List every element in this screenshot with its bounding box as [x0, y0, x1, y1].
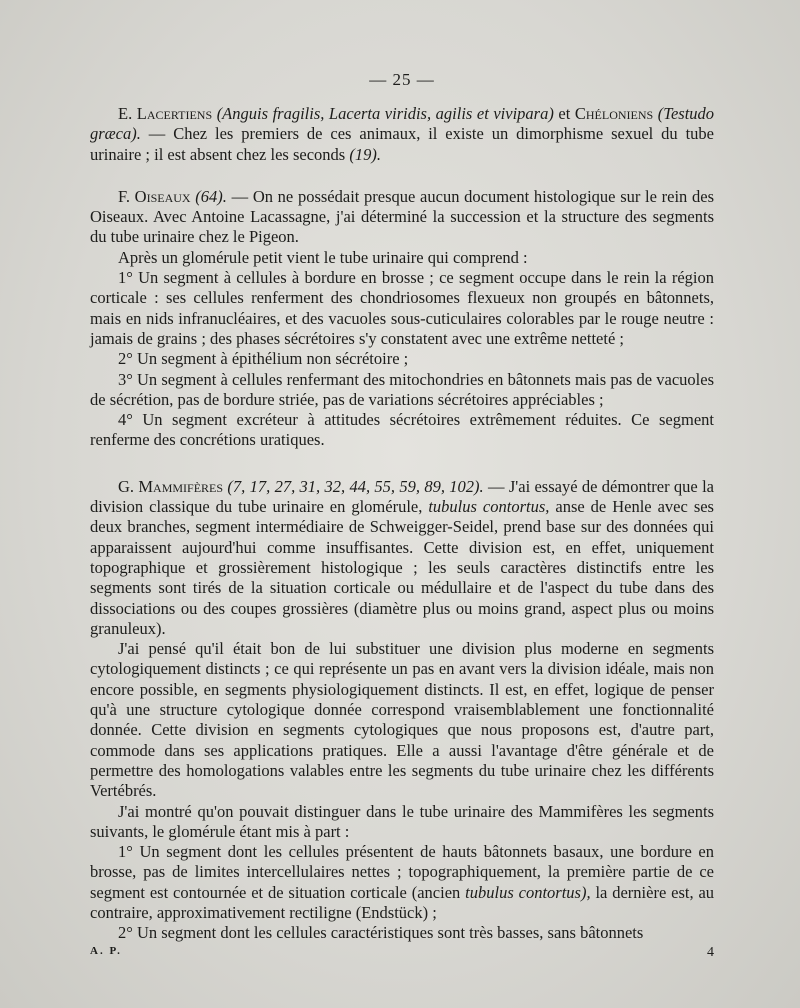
section-heading-cheloniens: Chéloniens [574, 104, 654, 123]
paragraph-lacertiens [90, 104, 714, 165]
paragraph-text: anse de Henle avec ses deux branches, segment intermédiaire de Schweigger-Seidel, prend base sur des données qui apparaissent aujourd'hui comme insuffisantes. Cette division est, en effet, uniquement topographique et grossièrement histologique ; les seuls caractères distinctifs entre les segments sont tirés de la situation corticale ou médullaire et de l'aspect du tube dans des dissociations ou des coupes grossières (diamètre plus ou moins grand, aspect plus ou moins granuleux). [90, 497, 714, 638]
page-number: — 25 — [369, 70, 435, 89]
list-item-g-1 [90, 842, 714, 923]
conjunction: et [558, 104, 571, 123]
paragraph-mammiferes [90, 477, 714, 639]
paragraph-g-3: J'ai montré qu'on pouvait distinguer dans le tube urinaire des Mammifères les segments suivants, le glomérule étant mis à part : [90, 801, 714, 841]
list-item-f-1: 1° Un segment à cellules à bordure en brosse ; ce segment occupe dans le rein la région corticale : ses cellules renferment des chondriosomes flexueux non groupés en bâtonnets, mais en nids infranucléaires, et des vacuoles sous-cuticulaires colorables par le rouge neutre : jamais de grains ; des phases sécrétoires s'y constatent avec une extrême netteté ; [90, 268, 714, 348]
list-item-f-3: 3° Un segment à cellules renfermant des mitochondries en bâtonnets mais pas de vacuoles de sécrétion, pas de bordure striée, pas de variations sécrétoires appréciables ; [90, 369, 714, 409]
section-heading-g: G. Mammifères [118, 476, 224, 496]
list-item-f-4: 4° Un segment excréteur à attitudes sécrétoires extrêmement réduites. Ce segment renferme des concrétions uratiques. [90, 410, 714, 450]
signature-number: 4 [707, 945, 714, 960]
paragraph-text: la dernière est, au contraire, approximativement rectiligne (Endstück) ; [90, 882, 715, 922]
reference: (19). [349, 144, 381, 164]
paragraph-oiseaux [90, 187, 714, 248]
paragraph-f-intro: Après un glomérule petit vient le tube urinaire qui comprend : [118, 247, 528, 267]
paragraph-text: — Chez les premiers de ces animaux, il existe un dimorphisme sexuel du tube urinaire ; il est absent chez les seconds [90, 124, 714, 164]
paragraph-text: 1° Un segment dont les cellules présentent de hauts bâtonnets basaux, une bordure en brosse, pas de limites intercellulaires nettes ; topographiquement, la première partie de ce segment est contournée et de situation corticale (ancien [90, 842, 714, 902]
list-item-g-2: 2° Un segment dont les cellules caractéristiques sont très basses, sans bâtonnets [118, 923, 644, 943]
taxa-cheloniens: (Testudo græca). [90, 104, 715, 144]
page-footer [90, 945, 714, 961]
signature-mark: A. P. [90, 945, 122, 957]
term-tubulus: tubulus contortus, [428, 497, 550, 517]
term-tubulus: tubulus contortus), [465, 882, 591, 902]
paragraph-text: — J'ai essayé de démontrer que la division classique du tube urinaire en glomérule, [90, 476, 714, 517]
section-heading-f: F. Oiseaux [118, 186, 191, 206]
paragraph-text: — On ne possédait presque aucun document histologique sur le rein des Oiseaux. Avec Antoine Lacassagne, j'ai déterminé la succession et la structure des segments du tube urinaire chez le Pigeon. [90, 186, 714, 247]
list-item-f-2: 2° Un segment à épithélium non sécrétoire ; [118, 349, 409, 369]
taxa-lacertiens: (Anguis fragilis, Lacerta viridis, agilis et vivipara) [216, 104, 554, 123]
section-heading-e: E. Lacertiens [118, 104, 213, 123]
reference-list: (7, 17, 27, 31, 32, 44, 55, 59, 89, 102). [227, 476, 484, 496]
reference: (64). [195, 186, 227, 206]
paragraph-g-2: J'ai pensé qu'il était bon de lui substituer une division plus moderne en segments cytologiquement distincts ; ce qui représente un pas en avant vers la division idéale, mais non encore possible, en segments physiologiquement distincts. Il est, en effet, logique de penser qu'à une structure cytologique donnée correspond vraisemblablement une fonctionnalité donnée. Cette division en segments cytologiques que nous proposons est, d'autre part, commode dans ses applications pratiques. Elle a aussi l'avantage d'être générale et de permettre des homologations valables entre les segments du tube urinaire chez les différents Vertébrés. [90, 639, 714, 801]
